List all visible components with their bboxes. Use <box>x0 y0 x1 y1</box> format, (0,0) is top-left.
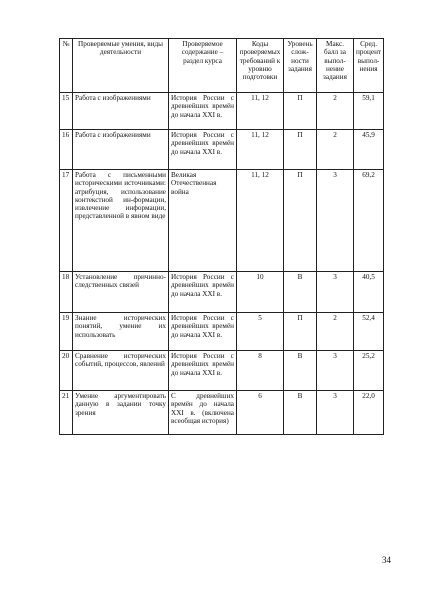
row-level: П <box>284 93 317 130</box>
row-avg-percent: 52,4 <box>354 313 384 351</box>
row-skill: Работа с изображениями <box>73 130 169 170</box>
table-header-row <box>60 39 384 93</box>
row-level: П <box>284 130 317 170</box>
results-table <box>59 38 384 435</box>
row-codes: 10 <box>237 272 284 313</box>
row-content: История России с древнейших времён до начала XXI в. <box>169 313 237 351</box>
row-max-score: 3 <box>317 170 354 272</box>
row-level: В <box>284 351 317 391</box>
header-max-score: Макс. балл за выпол-нение задания <box>317 39 354 93</box>
row-number: 19 <box>60 313 73 351</box>
row-codes: 8 <box>237 351 284 391</box>
row-level: П <box>284 313 317 351</box>
row-codes: 11, 12 <box>237 130 284 170</box>
row-level: В <box>284 272 317 313</box>
row-number: 20 <box>60 351 73 391</box>
row-max-score: 3 <box>317 391 354 435</box>
row-number: 16 <box>60 130 73 170</box>
table-row <box>60 391 384 435</box>
row-number: 15 <box>60 93 73 130</box>
row-codes: 11, 12 <box>237 170 284 272</box>
row-max-score: 2 <box>317 130 354 170</box>
table-row <box>60 272 384 313</box>
row-avg-percent: 25,2 <box>354 351 384 391</box>
table-row <box>60 130 384 170</box>
row-content: История России с древнейших времён до начала XXI в. <box>169 130 237 170</box>
table-row <box>60 170 384 272</box>
row-content: История России с древнейших времён до начала XXI в. <box>169 272 237 313</box>
row-avg-percent: 45,9 <box>354 130 384 170</box>
row-avg-percent: 69,2 <box>354 170 384 272</box>
row-content: Великая Отечественная война <box>169 170 237 272</box>
row-content: История России с древнейших времён до начала XXI в. <box>169 93 237 130</box>
row-avg-percent: 40,5 <box>354 272 384 313</box>
row-content: История России с древнейших времён до начала XXI в. <box>169 351 237 391</box>
header-difficulty: Уровень слож-ности задания <box>284 39 317 93</box>
table-row <box>60 313 384 351</box>
row-codes: 11, 12 <box>237 93 284 130</box>
row-skill: Установление причинно-следственных связей <box>73 272 169 313</box>
row-skill: Работа с изображениями <box>73 93 169 130</box>
row-level: П <box>284 170 317 272</box>
row-skill: Умение аргументировать данную в задании точку зрения <box>73 391 169 435</box>
results-table-container <box>59 38 384 435</box>
header-codes: Коды проверяемых требований к уровню подготовки <box>237 39 284 93</box>
row-max-score: 2 <box>317 313 354 351</box>
header-avg-percent: Сред. процент выпол-нения <box>354 39 384 93</box>
row-codes: 6 <box>237 391 284 435</box>
row-max-score: 3 <box>317 272 354 313</box>
row-number: 17 <box>60 170 73 272</box>
row-codes: 5 <box>237 313 284 351</box>
header-skills: Проверяемые умения, виды деятельности <box>73 39 169 93</box>
row-content: С древнейших времён до начала XXI в. (включена всеобщая история) <box>169 391 237 435</box>
row-skill: Сравнение исторических событий, процессов, явлений <box>73 351 169 391</box>
row-number: 21 <box>60 391 73 435</box>
header-content: Проверяемое содержание – раздел курса <box>169 39 237 93</box>
table-row <box>60 93 384 130</box>
row-max-score: 3 <box>317 351 354 391</box>
table-row <box>60 351 384 391</box>
row-level: В <box>284 391 317 435</box>
row-number: 18 <box>60 272 73 313</box>
page-number: 34 <box>382 555 391 565</box>
row-skill: Работа с письменными историческими источниками: атрибуция, использование контекстной ин-формации, извлечение информации, представленной в явном виде <box>73 170 169 272</box>
row-max-score: 2 <box>317 93 354 130</box>
header-number: № <box>60 39 73 93</box>
row-avg-percent: 22,0 <box>354 391 384 435</box>
row-avg-percent: 59,1 <box>354 93 384 130</box>
row-skill: Знание исторических понятий, умение их использовать <box>73 313 169 351</box>
